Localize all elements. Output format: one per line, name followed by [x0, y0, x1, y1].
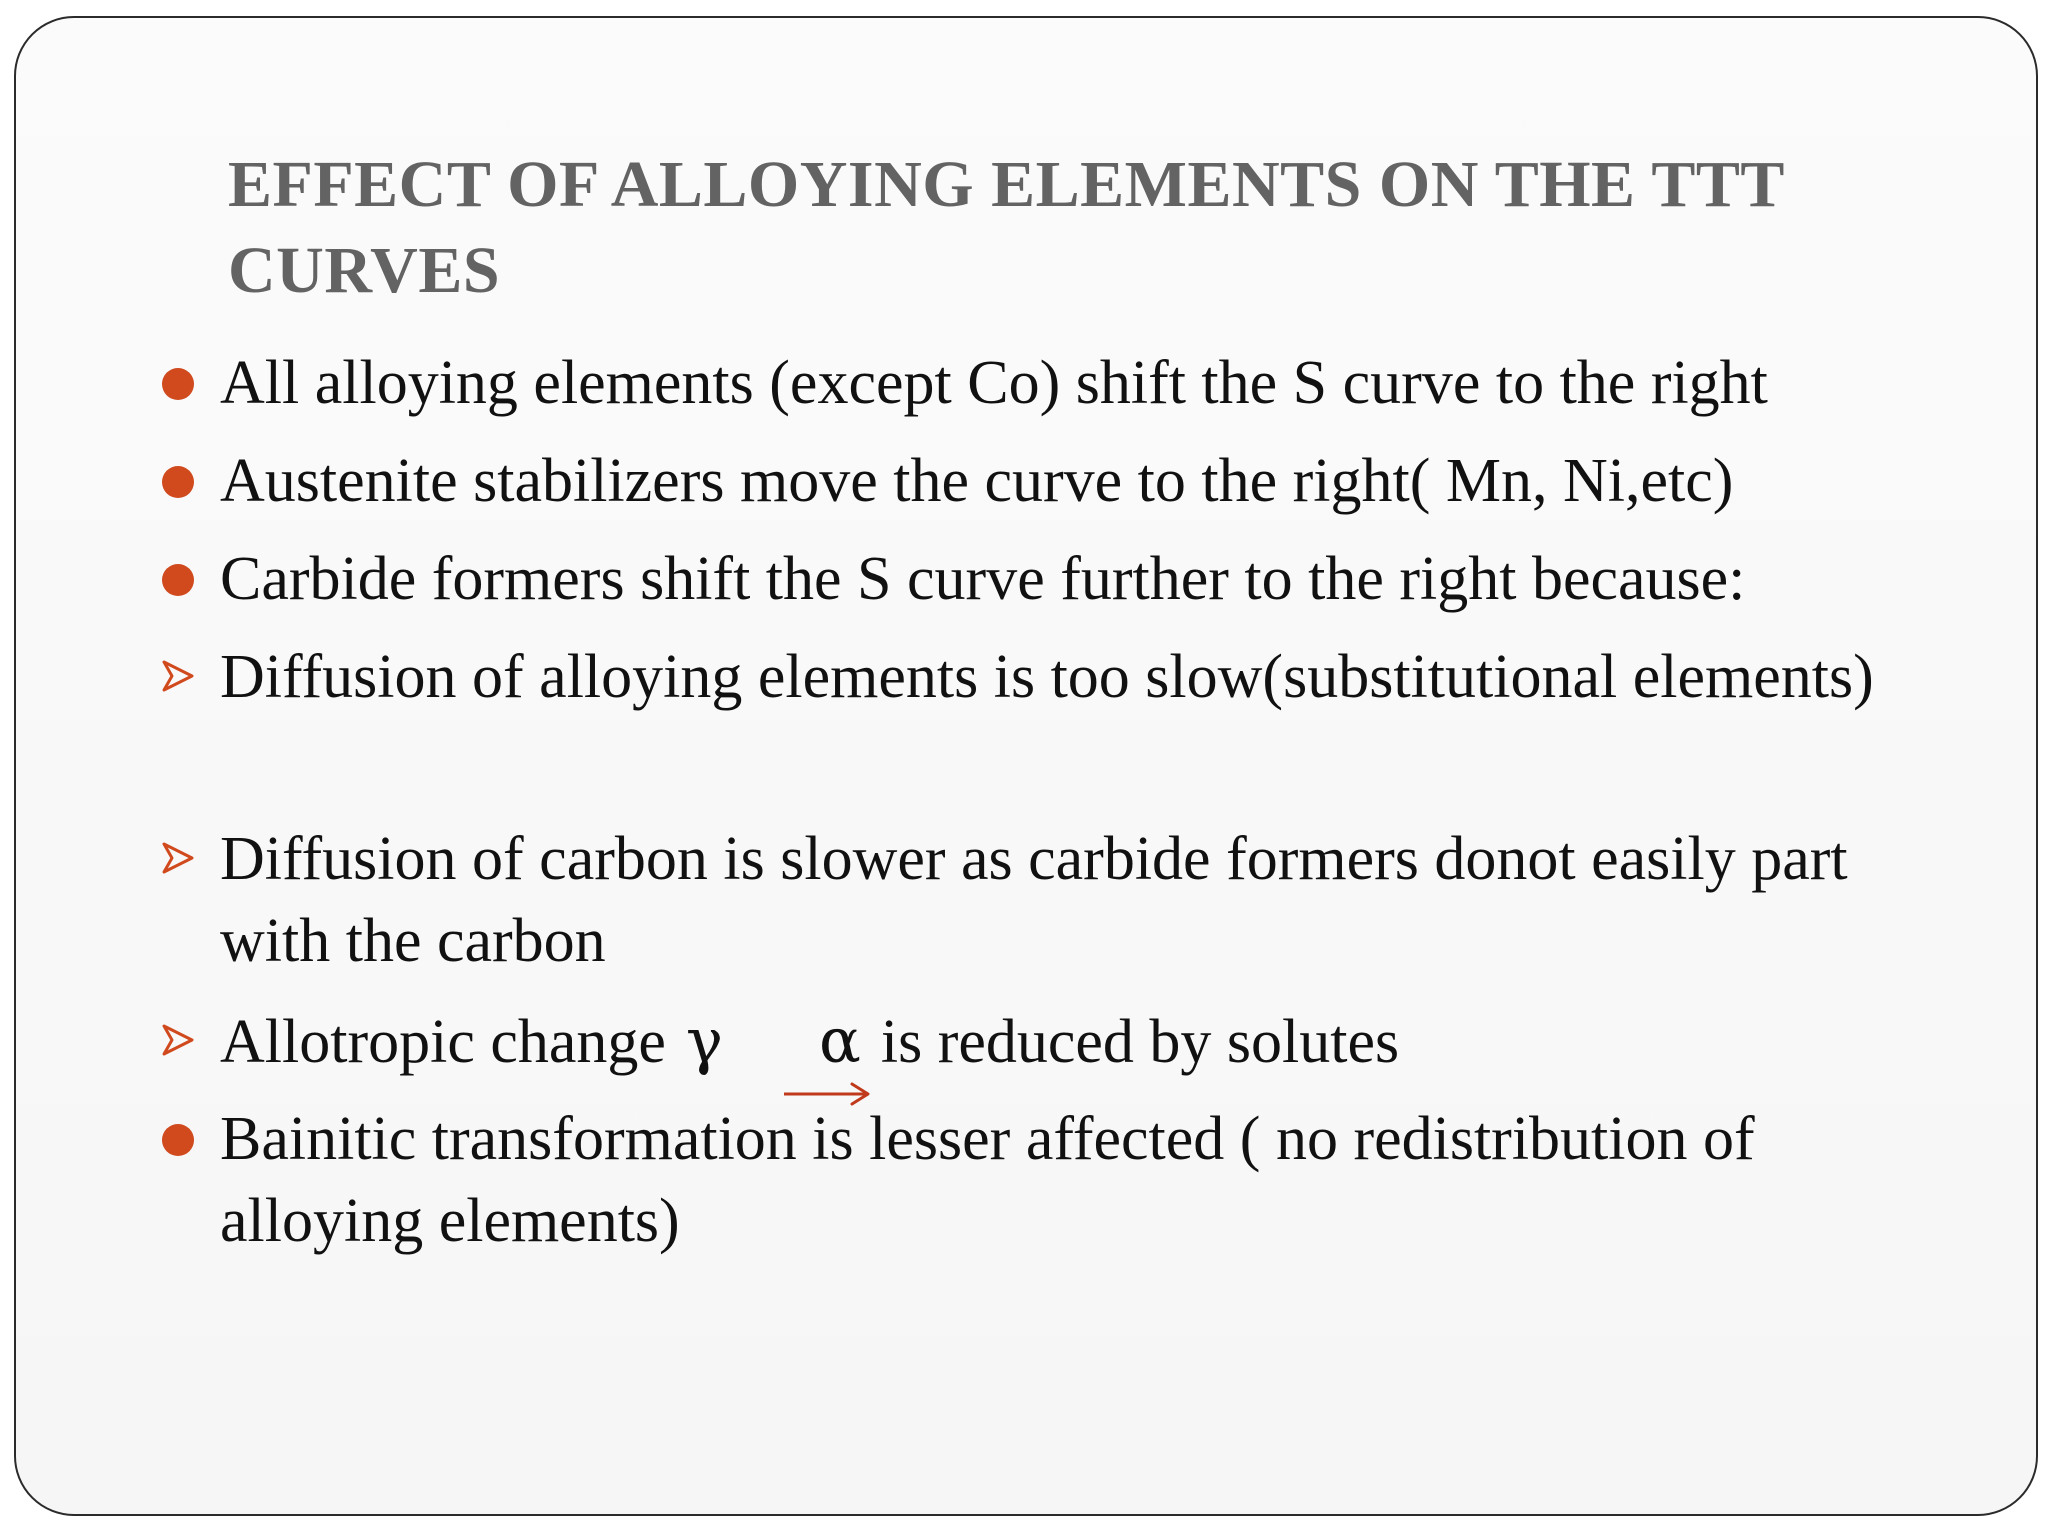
bullet-text: Austenite stabilizers move the curve to the right( Mn, Ni,etc) — [220, 447, 1734, 515]
arrowhead-bullet-icon — [160, 818, 200, 900]
bullet-item — [220, 1098, 1940, 1262]
bullet-dot-icon — [160, 342, 200, 424]
bullet-item — [220, 342, 1940, 424]
arrowhead-bullet-icon — [160, 636, 200, 718]
bullet-text: Diffusion of carbon is slower as carbide formers donot easily part with the carbon — [220, 825, 1848, 975]
bullet-dot-icon — [160, 440, 200, 522]
bullet-text-prefix: Allotropic change — [220, 1008, 666, 1076]
bullet-dot-icon — [160, 538, 200, 620]
sub-bullet-item — [220, 636, 1940, 718]
phase-gamma-symbol: γ — [685, 1004, 723, 1077]
bullet-item — [220, 440, 1940, 522]
bullet-dot-icon — [160, 1098, 200, 1180]
bullet-text: Diffusion of alloying elements is too slow(substitutional elements) — [220, 643, 1874, 711]
bullet-text: Bainitic transformation is lesser affected ( no redistribution of alloying elements) — [220, 1105, 1755, 1255]
arrowhead-bullet-icon — [160, 1000, 200, 1082]
phase-alpha-symbol: α — [818, 1004, 861, 1077]
bullet-text-suffix: is reduced by solutes — [880, 1008, 1400, 1076]
slide-title: EFFECT OF ALLOYING ELEMENTS ON THE TTT CURVES — [228, 148, 1784, 307]
bullet-text: All alloying elements (except Co) shift the S curve to the right — [220, 349, 1768, 417]
sub-bullet-item — [220, 818, 1940, 982]
bullet-text: Carbide formers shift the S curve further to the right because: — [220, 545, 1746, 613]
right-arrow-icon — [782, 1076, 874, 1112]
bullet-item — [220, 538, 1940, 620]
sub-bullet-item — [220, 1000, 1940, 1083]
